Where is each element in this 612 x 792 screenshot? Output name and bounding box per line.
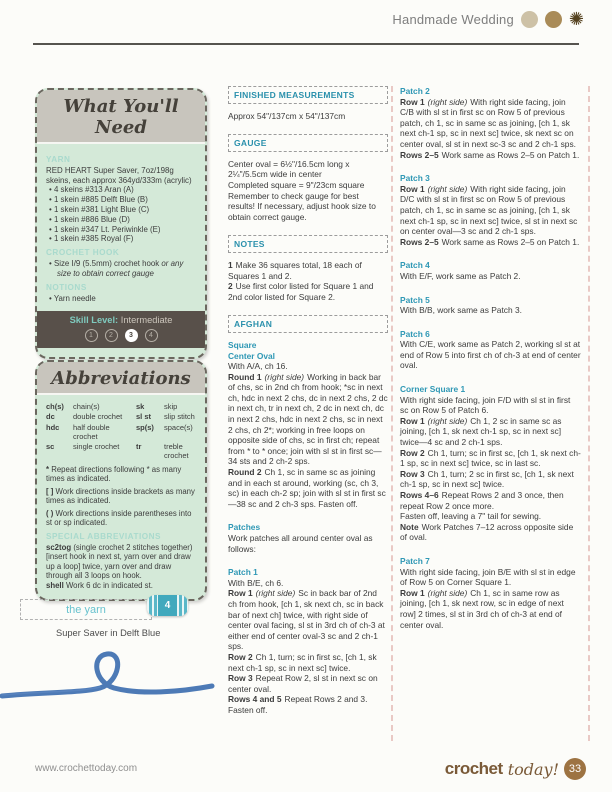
- list-item: • 1 skein #347 Lt. Periwinkle (E): [46, 225, 196, 235]
- pattern-block: NOTES: [228, 235, 388, 253]
- notions-bullet-list: [46, 294, 196, 304]
- yarn-caption: Super Saver in Delft Blue: [56, 628, 161, 638]
- yarn-skein-icon: [147, 595, 188, 616]
- pattern-block: Approx 54"/137cm x 54"/137cm: [228, 110, 346, 121]
- pattern-block: Center Oval: [228, 350, 276, 361]
- list-item: • 1 skein #886 Blue (D): [46, 215, 196, 225]
- pattern-block: Patch 3: [400, 173, 430, 184]
- pattern-block: Fasten off, leaving a 7" tail for sewing.: [400, 511, 542, 522]
- pattern-block: Patches: [228, 522, 261, 533]
- brown-circle-icon: [545, 11, 562, 28]
- list-item: • Size I/9 (5.5mm) crochet hook or any size to obtain correct gauge: [46, 259, 196, 279]
- stitch-border: [588, 86, 590, 741]
- pattern-block: Row 2 Ch 1, turn; sc in first sc, [ch 1, sk next ch-1 sp, sc in next sc] twice.: [228, 651, 377, 673]
- list-item: • 4 skeins #313 Aran (A): [46, 185, 196, 195]
- skill-dot: 3: [125, 329, 138, 342]
- pattern-block: Corner Square 1: [400, 384, 466, 395]
- pattern-block: 1 Make 36 squares total, 18 each of Squares 1 and 2.: [228, 259, 362, 281]
- hook-bullet-list: [46, 259, 196, 279]
- pattern-block: Center oval = 6½"/16.5cm long x 2¼"/5.5cm wide in center: [228, 158, 350, 180]
- pattern-block: Completed square = 9"/23cm square: [228, 179, 365, 190]
- instructions-column-right: [400, 86, 581, 630]
- pattern-block: Rows 2–5 Work same as Rows 2–5 on Patch 1.: [400, 236, 580, 247]
- pattern-block: FINISHED MEASUREMENTS: [228, 86, 388, 104]
- panel-title: What You'll Need: [37, 90, 205, 144]
- skill-level-dots: [37, 329, 205, 342]
- yarn-heading: YARN: [46, 155, 71, 164]
- pattern-block: Note Work Patches 7–12 across opposite side of oval.: [400, 521, 574, 543]
- skill-dot: 2: [105, 329, 118, 342]
- list-item: • 1 skein #885 Delft Blue (B): [46, 195, 196, 205]
- flower-medallion-icon: ✺: [568, 9, 584, 29]
- special-abbreviation: sc2tog (single crochet 2 stitches together) [insert hook in next st, yarn over and draw up a loop] twice, yarn over and draw through all 3 loops on hook.: [46, 542, 193, 581]
- pattern-block: Work patches all around center oval as follows:: [228, 533, 373, 554]
- pattern-block: With E/F, work same as Patch 2.: [400, 270, 521, 281]
- logo-word: crochet: [444, 759, 503, 778]
- pattern-block: Round 2 Ch 1, sc in same sc as joining and in each st around, working (sc, ch 3, sc) in each ch-2 sp; join with sl st in first sc—38 sc and 2 ch-3 sps. Fasten off.: [228, 467, 386, 509]
- tan-circle-icon: [521, 11, 538, 28]
- special-abbreviations-heading: SPECIAL ABBREVIATIONS: [46, 531, 161, 541]
- skill-level-bar: [37, 311, 205, 348]
- pattern-block: Row 2 Ch 1, turn; sc in first sc, [ch 1, sk next ch-1 sp, sc in next sc] twice, sc in last sc.: [400, 447, 581, 469]
- pattern-block: With B/B, work same as Patch 3.: [400, 305, 522, 316]
- magazine-logo: [445, 758, 586, 780]
- pattern-block: Rows 2–5 Work same as Rows 2–5 on Patch 1.: [400, 149, 580, 160]
- page-number-badge: 33: [564, 758, 586, 780]
- skill-dot: 1: [85, 329, 98, 342]
- section-title: Handmade Wedding: [392, 12, 514, 27]
- panel-title: Abbreviations: [37, 362, 205, 395]
- skill-level-value: Intermediate: [120, 314, 173, 325]
- pattern-block: Remember to check gauge for best results! If necessary, adjust hook size to obtain correct gauge.: [228, 190, 376, 222]
- pattern-block: Row 1 (right side) Sc in back bar of 2nd ch from hook, [ch 1, sk next ch, sc in back bar of next ch] twice, with right side of center oval facing, sl st in 3rd ch of ch-3 at either end of center oval-3 sc and 2 ch-1 sps.: [228, 588, 385, 652]
- pattern-block: Square: [228, 339, 257, 350]
- abbreviation-notes: [46, 465, 196, 528]
- yarn-weight-badge: 4: [158, 595, 177, 616]
- pattern-block: Row 1 (right side) With right side facing, join D/C with sl st in first sc on Row 5 of previous patch, ch 1, sc in same sc as joining, [ch 1, sk next ch-1 sp, sc in next sc] twice, sl st in next sc on center oval—3 sc and 2 ch-1 sps.: [400, 183, 578, 237]
- website-url: www.crochettoday.com: [35, 763, 138, 774]
- pattern-block: With A/A, ch 16.: [228, 361, 288, 372]
- pattern-block: AFGHAN: [228, 315, 388, 333]
- list-item: • 1 skein #385 Royal (F): [46, 234, 196, 244]
- pattern-block: With right side facing, join F/D with sl st in first sc on Row 5 of Patch 6.: [400, 394, 571, 416]
- abbreviations-panel: [35, 360, 207, 601]
- yarn-intro: RED HEART Super Saver, 7oz/198g skeins, each approx 364yd/333m (acrylic): [46, 166, 192, 185]
- abbreviation-note: * Repeat directions following * as many times as indicated.: [46, 464, 182, 484]
- the-yarn-label: the yarn: [20, 599, 152, 620]
- abbreviation-note: [ ] Work directions inside brackets as many times as indicated.: [46, 486, 195, 506]
- abbreviation-grid: ch(s) chain(s) sk skip dc double crochet sl st slip stitch hdc half double crochet sp(s) space(s) sc single crochet tr treble crochet: [46, 402, 195, 461]
- what-youll-need-panel: [35, 88, 207, 359]
- skill-dot: 4: [145, 329, 158, 342]
- skill-level-label: Skill Level:: [69, 314, 119, 325]
- pattern-block: 2 Use first color listed for Square 1 and 2nd color listed for Square 2.: [228, 281, 374, 302]
- pattern-block: Round 1 (right side) Working in back bar of chs, sc in 2nd ch from hook; *sc in next ch, hdc in next 2 chs, dc in next 2 chs, 2 dc in next ch, tr in next ch, 2 dc in next ch, dc in next 2 chs, hdc in next 2 chs, sc in next 2 chs, ch 2*; working in free loops on opposite side of chs, sc in first ch; repeat from * to * once; join with sl st in first sc—34 sts and 2 ch-2 sps.: [228, 371, 388, 467]
- yarn-loop-illustration: [0, 638, 215, 710]
- pattern-block: Row 1 (right side) With right side facing, join C/B with sl st in first sc on Row 5 of previous patch, ch 1, sc in same sc as joining, [ch 1, sk next ch-1 sp, sc in next sc] twice, sk next sc on center oval, sl st in next sc-3 sc and 2 ch-1 sps.: [400, 96, 576, 149]
- pattern-block: Patch 5: [400, 294, 430, 305]
- pattern-block: Patch 7: [400, 555, 430, 566]
- pattern-block: With B/E, ch 6.: [228, 577, 284, 588]
- header-rule: [33, 43, 579, 45]
- yarn-bullet-list: [46, 185, 196, 244]
- special-abbreviation-list: [46, 543, 196, 591]
- pattern-block: Patch 2: [400, 86, 430, 96]
- pattern-block: Row 3 Ch 1, turn; 2 sc in first sc, [ch 1, sk next ch-1 sp, sc in next sc] twice.: [400, 468, 574, 490]
- hook-heading: CROCHET HOOK: [46, 248, 120, 258]
- pattern-block: With right side facing, join B/E with sl st in edge of Row 5 on Corner Square 1.: [400, 566, 576, 588]
- pattern-block: Patch 6: [400, 328, 430, 339]
- abbreviation-note: ( ) Work directions inside parentheses into st or sp indicated.: [46, 508, 192, 528]
- notions-heading: NOTIONS: [46, 282, 87, 292]
- list-item: • Yarn needle: [46, 294, 196, 304]
- logo-script: today!: [507, 759, 559, 779]
- pattern-block: Row 1 (right side) Ch 1, sc in same row as joining, [ch 1, sk next row, sc in edge of next row] 2 times, sl st in 3rd ch of ch-3 at end of center oval.: [400, 587, 564, 630]
- instructions-column-middle: [228, 86, 388, 716]
- page-header: [392, 11, 584, 28]
- pattern-block: GAUGE: [228, 134, 388, 152]
- pattern-block: Rows 4–6 Repeat Rows 2 and 3 once, then repeat Row 2 once more.: [400, 490, 564, 511]
- pattern-block: Patch 4: [400, 260, 430, 271]
- pattern-block: Row 3 Repeat Row 2, sl st in next sc on center oval.: [228, 673, 378, 694]
- pattern-block: With C/E, work same as Patch 2, working sl st at end of Row 5 into first ch of ch-3 at end of center oval.: [400, 339, 581, 371]
- stitch-divider: [391, 86, 393, 741]
- pattern-block: Row 1 (right side) Ch 1, 2 sc in same sc as joining, [ch 1, sk next ch-1 sp, sc in next sc] twice—4 sc and 2 ch-1 sps.: [400, 415, 562, 448]
- pattern-block: Patch 1: [228, 567, 258, 578]
- special-abbreviation: shell Work 6 dc in indicated st.: [46, 580, 153, 590]
- list-item: • 1 skein #381 Light Blue (C): [46, 205, 196, 215]
- pattern-block: Rows 4 and 5 Repeat Rows 2 and 3. Fasten off.: [228, 694, 368, 715]
